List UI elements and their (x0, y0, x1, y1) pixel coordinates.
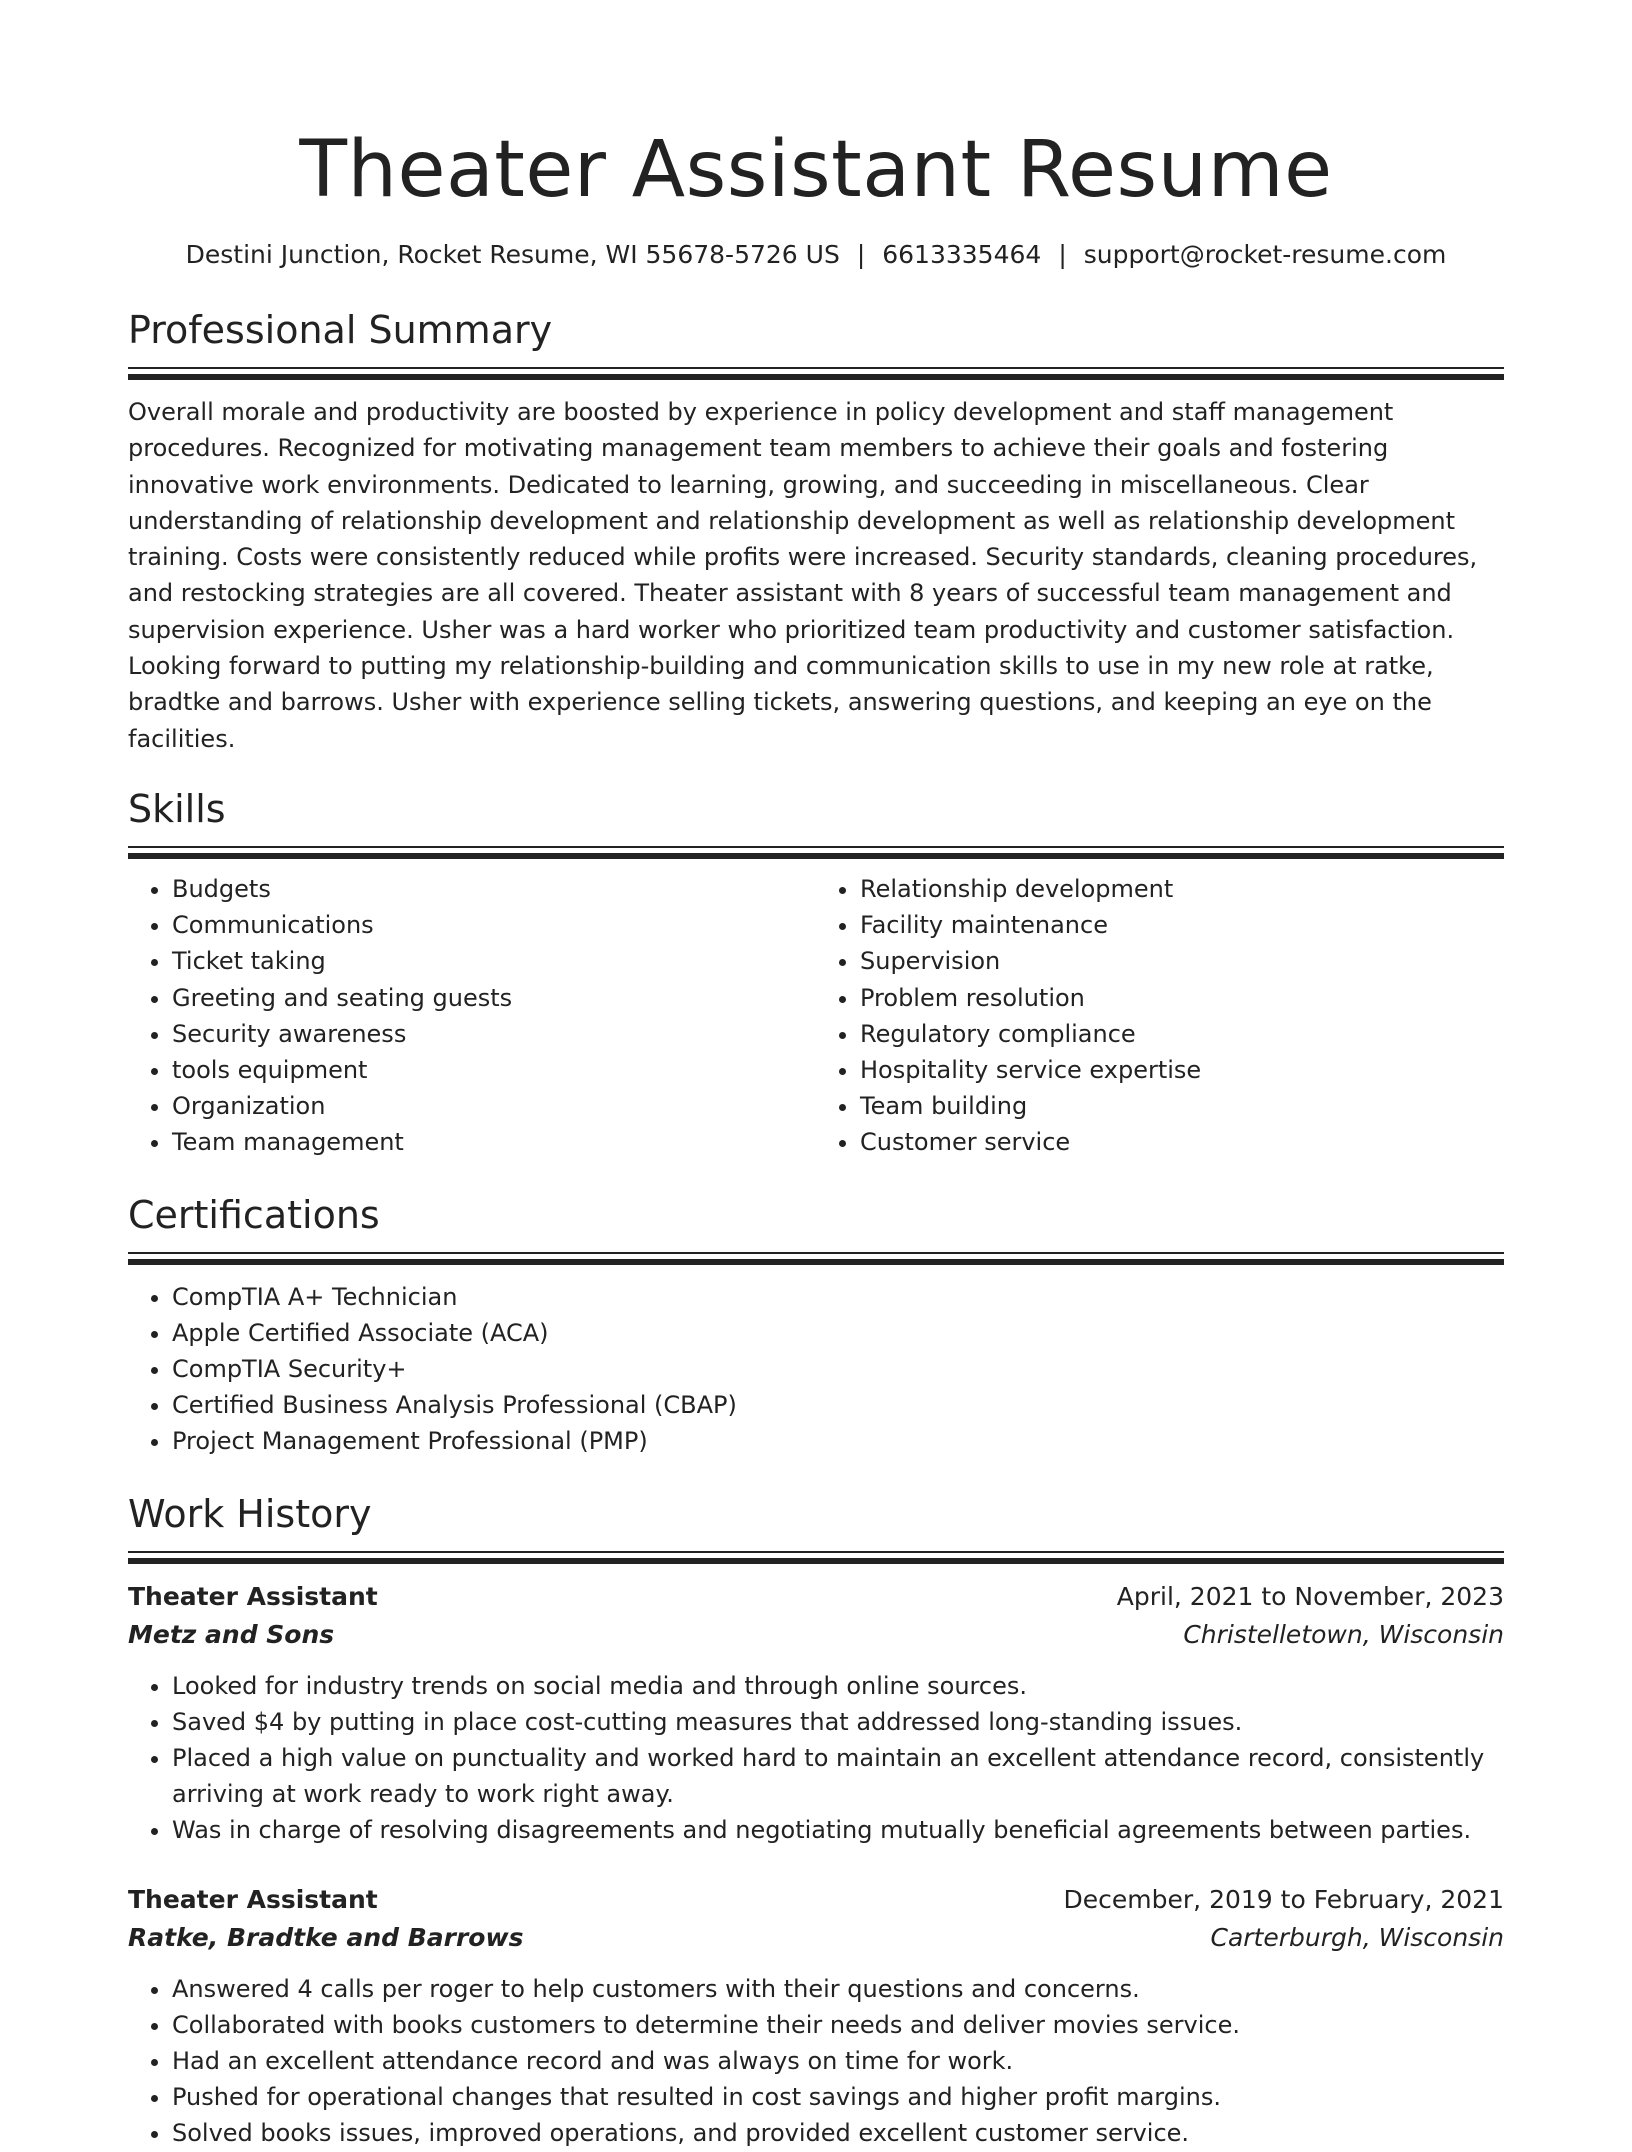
section-divider (128, 367, 1504, 380)
list-item: • CompTIA Security+ (172, 1351, 1504, 1387)
list-item: • Security awareness (172, 1016, 816, 1052)
skills-list-right (816, 871, 1504, 1161)
list-item: • Facility maintenance (860, 907, 1504, 943)
work-heading: Work History (128, 1491, 372, 1536)
work-section (128, 1490, 1504, 2152)
skills-section (128, 785, 1504, 1161)
list-item: • Certified Business Analysis Professional (CBAP) (172, 1387, 1504, 1423)
resume-title: Theater Assistant Resume (299, 125, 1333, 215)
job-location: Christelletown, Wisconsin (1183, 1619, 1504, 1649)
job-dates: April, 2021 to November, 2023 (1116, 1581, 1504, 1611)
list-item: • Had an excellent attendance record and was always on time for work. (172, 2043, 1504, 2079)
list-item: • Looked for industry trends on social media and through online sources. (172, 1668, 1504, 1704)
certifications-section (128, 1191, 1504, 1460)
list-item: • Hospitality service expertise (860, 1052, 1504, 1088)
skills-list-left (128, 871, 816, 1161)
list-item: • Communications (172, 907, 816, 943)
job-header (128, 1578, 1504, 1616)
section-divider (128, 1252, 1504, 1265)
list-item: • Team management (172, 1124, 816, 1160)
job-location: Carterburgh, Wisconsin (1210, 1922, 1504, 1952)
summary-text: Overall morale and productivity are boosted by experience in policy development and staff management procedures. Recognized for motivating management team members to achieve their goals and fostering innovative work environments. Dedicated to learning, growing, and succeeding in miscellaneous. Clear understanding of relationship development and relationship development as well as relationship development training. Costs were consistently reduced while profits were increased. Security standards, cleaning procedures, and restocking strategies are all covered. Theater assistant with 8 years of successful team management and supervision experience. Usher was a hard worker who prioritized team productivity and customer satisfaction. Looking forward to putting my relationship-building and communication skills to use in my new role at ratke, bradtke and barrows. Usher with experience selling tickets, answering questions, and keeping an eye on the facilities. (128, 398, 1478, 753)
job-entry (128, 1881, 1504, 2152)
list-item: • Answered 4 calls per roger to help customers with their questions and concerns. (172, 1971, 1504, 2007)
list-item: • Was in charge of resolving disagreements and negotiating mutually beneficial agreements between parties. (172, 1812, 1504, 1848)
job-subheader (128, 1616, 1504, 1654)
list-item: • CompTIA A+ Technician (172, 1279, 1504, 1315)
skills-heading: Skills (128, 786, 226, 831)
contact-address: Destini Junction, Rocket Resume, WI 55678-5726 US (185, 240, 840, 269)
contact-phone: 6613335464 (882, 240, 1042, 269)
job-company: Ratke, Bradtke and Barrows (128, 1922, 524, 1952)
list-item: • Ticket taking (172, 943, 816, 979)
job-duties (128, 1668, 1504, 1849)
job-entry (128, 1578, 1504, 1849)
list-item: • tools equipment (172, 1052, 816, 1088)
certifications-heading: Certifications (128, 1192, 380, 1237)
list-item: • Placed a high value on punctuality and worked hard to maintain an excellent attendance record, consistently arriving at work ready to work right away. (172, 1740, 1504, 1812)
skills-grid (128, 871, 1504, 1161)
list-item: • Supervision (860, 943, 1504, 979)
list-item: • Regulatory compliance (860, 1016, 1504, 1052)
list-item: • Problem resolution (860, 980, 1504, 1016)
contact-separator: | (1058, 240, 1067, 269)
summary-section (128, 306, 1504, 757)
job-header (128, 1881, 1504, 1919)
contact-line (128, 238, 1504, 272)
list-item: • Organization (172, 1088, 816, 1124)
job-duties (128, 1971, 1504, 2152)
list-item: • Saved $4 by putting in place cost-cutting measures that addressed long-standing issues. (172, 1704, 1504, 1740)
summary-heading: Professional Summary (128, 308, 553, 352)
list-item: • Customer service (860, 1124, 1504, 1160)
resume-page (128, 0, 1504, 2152)
list-item: • Greeting and seating guests (172, 980, 816, 1016)
list-item: • Project Management Professional (PMP) (172, 1423, 1504, 1459)
section-divider (128, 1551, 1504, 1564)
list-item: • Solved books issues, improved operations, and provided excellent customer service. (172, 2115, 1504, 2151)
list-item: • Collaborated with books customers to determine their needs and deliver movies service. (172, 2007, 1504, 2043)
certifications-list (128, 1279, 1504, 1460)
list-item: • Relationship development (860, 871, 1504, 907)
list-item: • Apple Certified Associate (ACA) (172, 1315, 1504, 1351)
list-item: • Pushed for operational changes that resulted in cost savings and higher profit margins. (172, 2079, 1504, 2115)
list-item: • Budgets (172, 871, 816, 907)
contact-email: support@rocket-resume.com (1083, 240, 1447, 269)
list-item: • Team building (860, 1088, 1504, 1124)
job-dates: December, 2019 to February, 2021 (1063, 1884, 1504, 1914)
job-subheader (128, 1919, 1504, 1957)
section-divider (128, 846, 1504, 859)
job-title: Theater Assistant (128, 1581, 378, 1611)
contact-separator: | (856, 240, 866, 269)
job-company: Metz and Sons (128, 1619, 335, 1649)
job-title: Theater Assistant (128, 1884, 378, 1914)
